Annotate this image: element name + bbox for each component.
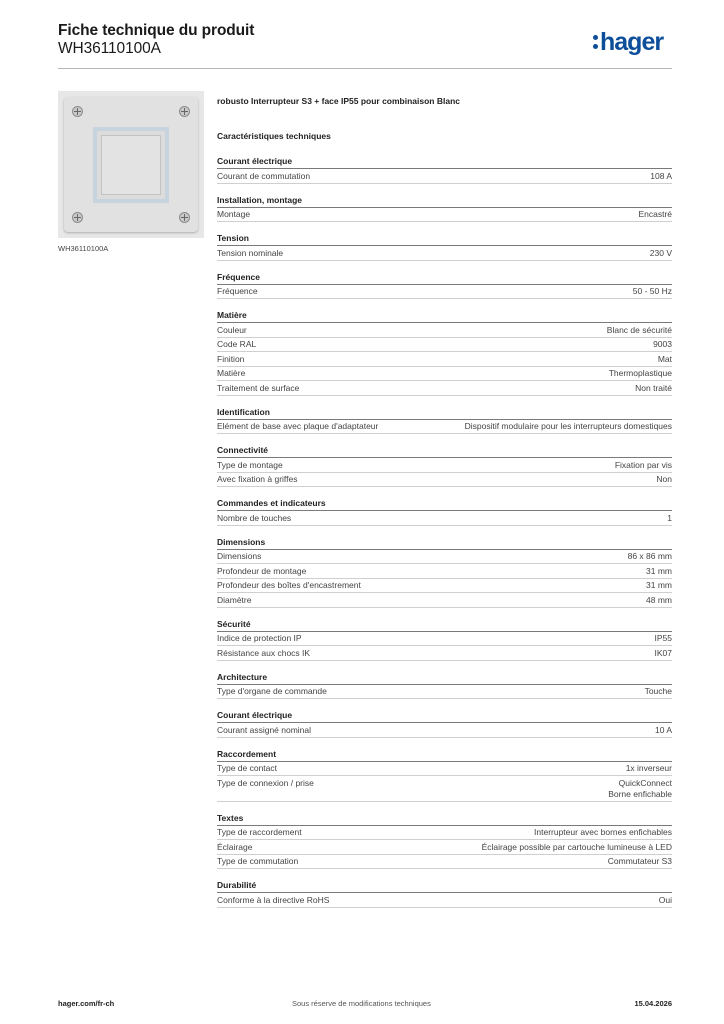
spec-label: Elément de base avec plaque d'adaptateur xyxy=(217,421,379,431)
spec-row xyxy=(217,564,672,579)
spec-row xyxy=(217,840,672,855)
spec-value: Non traité xyxy=(635,382,672,393)
spec-value: Dispositif modulaire pour les interrupteurs domestiques xyxy=(464,421,672,431)
spec-row xyxy=(217,367,672,382)
footer-date: 15.04.2026 xyxy=(634,999,672,1008)
spec-group xyxy=(217,672,672,700)
spec-row xyxy=(217,685,672,700)
spec-row xyxy=(217,246,672,261)
spec-value: Blanc de sécurité xyxy=(606,324,672,335)
spec-label: Profondeur de montage xyxy=(217,565,307,576)
spec-label: Fréquence xyxy=(217,286,258,296)
spec-label: Type de commutation xyxy=(217,856,299,866)
spec-row xyxy=(217,762,672,777)
spec-group xyxy=(217,619,672,661)
spec-group xyxy=(217,880,672,908)
spec-value: 86 x 86 mm xyxy=(627,551,672,561)
spec-label: Type de raccordement xyxy=(217,827,302,837)
screw-icon xyxy=(179,106,190,117)
spec-value: Encastré xyxy=(638,209,672,219)
footer-website: hager.com/fr-ch xyxy=(58,999,115,1008)
spec-label: Type de montage xyxy=(217,459,283,470)
screw-icon xyxy=(72,106,83,117)
spec-label: Matière xyxy=(217,368,246,378)
spec-row xyxy=(217,208,672,223)
spec-value: 1 xyxy=(667,512,672,523)
spec-row xyxy=(217,579,672,594)
spec-value: Oui xyxy=(658,894,672,905)
spec-value: 48 mm xyxy=(646,594,672,605)
spec-label: Avec fixation à griffes xyxy=(217,474,298,484)
spec-group-title: Raccordement xyxy=(217,749,672,762)
spec-label: Dimensions xyxy=(217,551,262,561)
rocker-frame xyxy=(93,127,169,203)
spec-row xyxy=(217,893,672,908)
spec-group-title: Fréquence xyxy=(217,272,672,285)
spec-row xyxy=(217,632,672,647)
spec-group-title: Matière xyxy=(217,310,672,323)
spec-value: Touche xyxy=(644,686,672,696)
spec-value: 31 mm xyxy=(646,580,672,590)
spec-group xyxy=(217,537,672,608)
spec-row xyxy=(217,776,672,802)
spec-group-title: Connectivité xyxy=(217,445,672,458)
spec-group xyxy=(217,272,672,300)
spec-value: QuickConnect Borne enfichable xyxy=(608,777,672,799)
spec-group xyxy=(217,310,672,396)
spec-label: Diamètre xyxy=(217,594,252,605)
spec-row xyxy=(217,323,672,338)
switch-plate-image xyxy=(64,97,198,232)
spec-label: Courant assigné nominal xyxy=(217,724,312,735)
spec-group-title: Courant électrique xyxy=(217,156,672,169)
spec-group-title: Identification xyxy=(217,407,672,420)
spec-label: Tension nominale xyxy=(217,247,284,258)
spec-label: Type de contact xyxy=(217,763,278,773)
spec-group xyxy=(217,710,672,738)
spec-row xyxy=(217,169,672,184)
header-divider xyxy=(58,68,672,69)
spec-row xyxy=(217,550,672,565)
spec-group-title: Durabilité xyxy=(217,880,672,893)
spec-row xyxy=(217,855,672,870)
product-image xyxy=(58,91,204,238)
spec-value: 10 A xyxy=(654,724,672,735)
spec-group xyxy=(217,498,672,526)
brand-logo xyxy=(593,28,663,57)
spec-label: Montage xyxy=(217,209,251,219)
spec-row xyxy=(217,723,672,738)
document-title: Fiche technique du produit xyxy=(58,22,255,39)
spec-value: 1x inverseur xyxy=(625,763,672,773)
spec-label: Courant de commutation xyxy=(217,170,311,181)
spec-row xyxy=(217,593,672,608)
product-description: robusto Interrupteur S3 + face IP55 pour combinaison Blanc xyxy=(217,96,461,106)
spec-row xyxy=(217,381,672,396)
spec-label: Indice de protection IP xyxy=(217,633,302,643)
spec-row xyxy=(217,826,672,841)
spec-label: Profondeur des boîtes d'encastrement xyxy=(217,580,361,590)
spec-label: Conforme à la directive RoHS xyxy=(217,894,330,905)
spec-label: Code RAL xyxy=(217,339,257,349)
spec-label: Type d'organe de commande xyxy=(217,686,327,696)
spec-row xyxy=(217,285,672,300)
spec-value: 230 V xyxy=(649,247,672,258)
spec-value: IK07 xyxy=(654,647,672,658)
screw-icon xyxy=(72,212,83,223)
spec-group xyxy=(217,195,672,223)
spec-value: Thermoplastique xyxy=(608,368,672,378)
spec-value: 108 A xyxy=(650,170,672,181)
spec-value: Non xyxy=(656,474,672,484)
image-caption: WH36110100A xyxy=(58,244,109,253)
spec-group-title: Installation, montage xyxy=(217,195,672,208)
brand-name: hager xyxy=(600,28,664,56)
spec-label: Résistance aux chocs IK xyxy=(217,647,311,658)
spec-label: Finition xyxy=(217,353,245,364)
spec-row xyxy=(217,352,672,367)
spec-group xyxy=(217,813,672,870)
spec-row xyxy=(217,473,672,488)
spec-row xyxy=(217,420,672,435)
spec-value: Fixation par vis xyxy=(614,459,672,470)
spec-value: 31 mm xyxy=(646,565,672,576)
spec-value: Interrupteur avec bornes enfichables xyxy=(534,827,672,837)
spec-group-title: Textes xyxy=(217,813,672,826)
spec-value: Mat xyxy=(657,353,672,364)
spec-label: Traitement de surface xyxy=(217,382,300,393)
spec-row xyxy=(217,646,672,661)
logo-colon-icon xyxy=(593,35,599,49)
specs-table xyxy=(217,156,672,919)
spec-row xyxy=(217,511,672,526)
spec-group-title: Commandes et indicateurs xyxy=(217,498,672,511)
rocker-button-image xyxy=(101,135,161,195)
spec-value: IP55 xyxy=(654,633,672,643)
spec-group-title: Sécurité xyxy=(217,619,672,632)
spec-group xyxy=(217,156,672,184)
spec-row xyxy=(217,458,672,473)
spec-group xyxy=(217,749,672,802)
spec-group xyxy=(217,445,672,487)
spec-value: 9003 xyxy=(653,339,672,349)
spec-value: 50 - 50 Hz xyxy=(632,286,672,296)
specs-heading: Caractéristiques techniques xyxy=(217,131,331,141)
spec-group-title: Tension xyxy=(217,233,672,246)
spec-label: Nombre de touches xyxy=(217,512,292,523)
screw-icon xyxy=(179,212,190,223)
spec-row xyxy=(217,338,672,353)
spec-group-title: Architecture xyxy=(217,672,672,685)
spec-value: Commutateur S3 xyxy=(607,856,672,866)
spec-label: Éclairage xyxy=(217,841,253,852)
spec-group-title: Courant électrique xyxy=(217,710,672,723)
product-reference: WH36110100A xyxy=(58,40,161,57)
spec-label: Couleur xyxy=(217,324,247,335)
spec-group xyxy=(217,407,672,435)
spec-label: Type de connexion / prise xyxy=(217,777,314,788)
spec-group xyxy=(217,233,672,261)
spec-value: Éclairage possible par cartouche lumineuse à LED xyxy=(481,841,672,852)
footer-disclaimer: Sous réserve de modifications techniques xyxy=(292,999,431,1008)
spec-group-title: Dimensions xyxy=(217,537,672,550)
